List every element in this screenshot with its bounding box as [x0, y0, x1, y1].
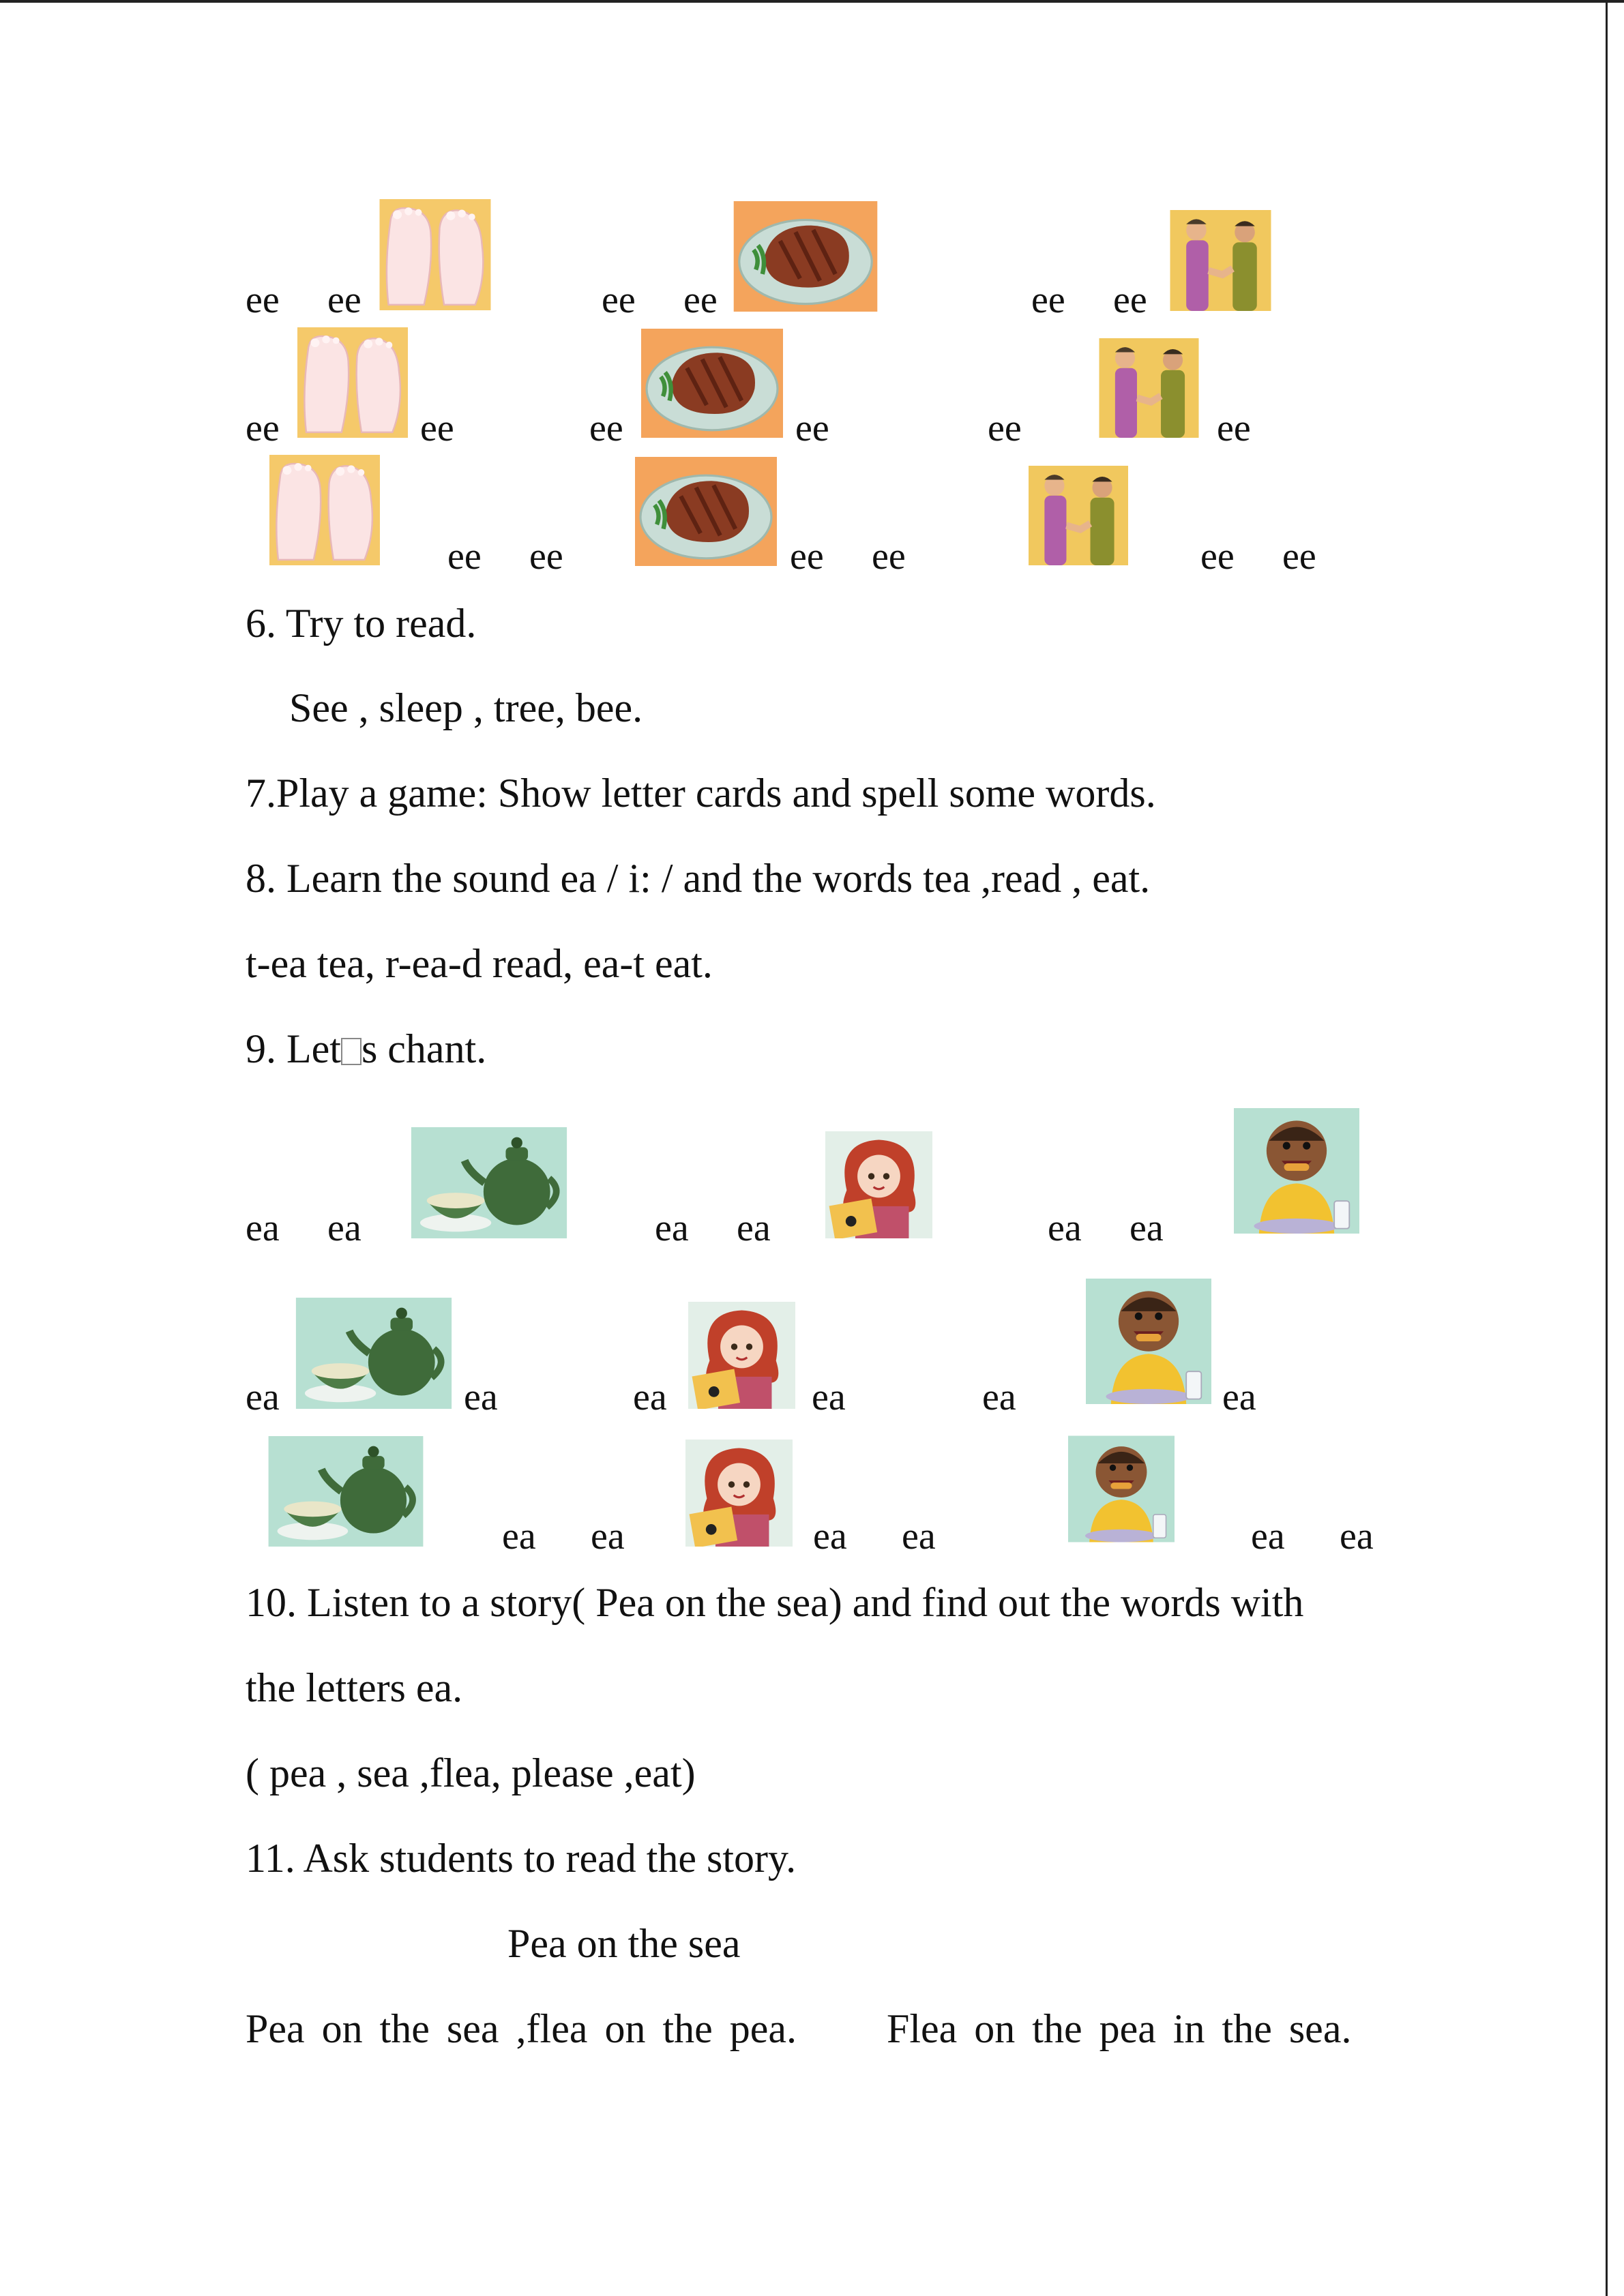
item-10-continued: the letters ea. [246, 1665, 463, 1710]
item-7: 7.Play a game: Show letter cards and spell some words. [246, 771, 1156, 816]
phonics-ee: ee [589, 407, 623, 449]
handshake-icon [1164, 210, 1278, 311]
phonics-ee: ee [327, 279, 361, 321]
meat-plate-icon [639, 329, 785, 438]
phonics-ea: ea [1130, 1207, 1164, 1249]
item-8-spelling: t-ea tea, r-ea-d read, ea-t eat. [246, 941, 713, 986]
page-right-border [1606, 0, 1608, 2296]
phonics-ee: ee [683, 279, 718, 321]
phonics-ea: ea [813, 1515, 847, 1557]
item-9 [246, 1028, 486, 1069]
phonics-ee: ee [988, 407, 1022, 449]
story-line-1: Pea on the sea ,flea on the pea. [246, 2006, 797, 2051]
missing-glyph-box [341, 1038, 361, 1065]
phonics-ee: ee [1113, 279, 1147, 321]
page-top-border [0, 0, 1624, 3]
phonics-ea: ea [812, 1376, 846, 1418]
phonics-ee: ee [1200, 535, 1235, 578]
handshake-icon [1021, 466, 1136, 565]
feet-icon [267, 455, 382, 565]
phonics-ea: ea [464, 1376, 498, 1418]
phonics-ee: ee [420, 407, 454, 449]
phonics-ea: ea [1251, 1515, 1285, 1557]
item-10: 10. Listen to a story( Pea on the sea) and find out the words with [246, 1580, 1304, 1625]
phonics-ee: ee [246, 407, 280, 449]
boy-eating-icon [1086, 1273, 1211, 1410]
phonics-ee: ee [246, 279, 280, 321]
phonics-ee: ee [1031, 279, 1065, 321]
phonics-ea: ea [1048, 1207, 1082, 1249]
phonics-ea: ea [1222, 1376, 1256, 1418]
phonics-ea: ea [655, 1207, 689, 1249]
phonics-ee: ee [872, 535, 906, 578]
phonics-ee: ee [790, 535, 824, 578]
teapot-icon [295, 1298, 452, 1409]
phonics-ee: ee [795, 407, 829, 449]
handshake-icon [1092, 338, 1206, 438]
phonics-ea: ea [502, 1515, 536, 1557]
girl-reading-icon [683, 1302, 801, 1409]
item-10-words: ( pea , sea ,flea, please ,eat) [246, 1750, 696, 1795]
girl-reading-icon [680, 1440, 798, 1547]
item-9-part-a: 9. Let [246, 1026, 341, 1071]
teapot-icon [267, 1436, 424, 1547]
story-line-2: Flea on the pea in the sea. [887, 2006, 1352, 2051]
item-9-part-b: s chant. [361, 1026, 487, 1071]
phonics-ea: ea [327, 1207, 361, 1249]
phonics-ea: ea [982, 1376, 1016, 1418]
phonics-ee: ee [529, 535, 563, 578]
phonics-ea: ea [1340, 1515, 1374, 1557]
boy-eating-icon [1234, 1103, 1359, 1239]
feet-icon [296, 327, 409, 438]
item-6: 6. Try to read. [246, 601, 477, 646]
girl-reading-icon [820, 1131, 938, 1238]
phonics-ea: ea [246, 1207, 280, 1249]
phonics-ea: ea [591, 1515, 625, 1557]
phonics-ea: ea [737, 1207, 771, 1249]
meat-plate-icon [633, 457, 779, 566]
item-6-words: See , sleep , tree, bee. [289, 685, 643, 730]
phonics-ea: ea [246, 1376, 280, 1418]
item-8: 8. Learn the sound ea / i: / and the words tea ,read , eat. [246, 856, 1151, 901]
phonics-ee: ee [1282, 535, 1316, 578]
phonics-ea: ea [633, 1376, 667, 1418]
phonics-ee: ee [447, 535, 482, 578]
meat-plate-icon [733, 201, 879, 312]
phonics-ea: ea [902, 1515, 936, 1557]
phonics-ee: ee [1217, 407, 1251, 449]
boy-eating-icon [1068, 1431, 1175, 1547]
story-title: Pea on the sea [507, 1921, 741, 1966]
phonics-ee: ee [602, 279, 636, 321]
feet-icon [378, 199, 492, 310]
teapot-icon [411, 1127, 567, 1238]
item-11: 11. Ask students to read the story. [246, 1836, 797, 1881]
